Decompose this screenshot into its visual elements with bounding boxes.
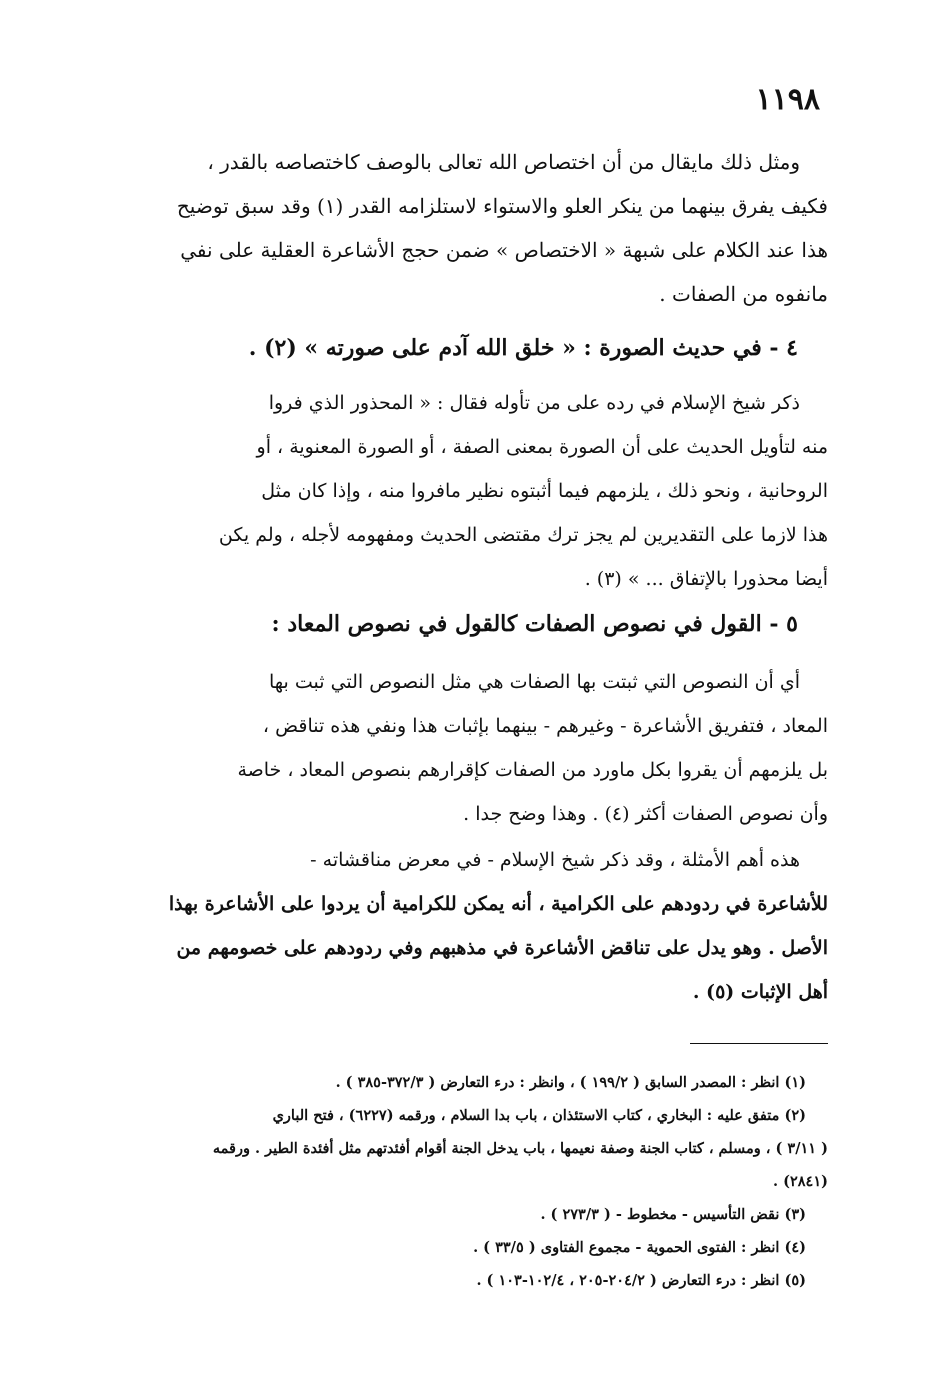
heading-5: ٥ - القول في نصوص الصفات كالقول في نصوص المعاد : (271, 611, 798, 637)
text-line: ومثل ذلك مايقال من أن اختصاص الله تعالى بالوصف كاختصاصه بالقدر ، (207, 150, 800, 174)
text-line: منه لتأويل الحديث على أن الصورة بمعنى الصفة ، أو الصورة المعنوية ، أو (256, 436, 828, 458)
footnote-4: (٤) انظر : الفتوى الحموية - مجموع الفتاوى ( ٣٣/٥ ) . (473, 1239, 806, 1256)
text-line: هذا عند الكلام على شبهة « الاختصاص » ضمن حجج الأشاعرة العقلية على نفي (180, 238, 828, 262)
paragraph-2 (128, 381, 828, 601)
text-line: بل يلزمهم أن يقروا بكل ماورد من الصفات كإقرارهم بنصوص المعاد ، خاصة (237, 759, 828, 781)
text-line: أي أن النصوص التي ثبتت بها الصفات هي مثل النصوص التي ثبت بها (268, 671, 800, 693)
text-line: فكيف يفرق بينهما من ينكر العلو والاستواء لاستلزامه القدر (١) وقد سبق توضيح (176, 194, 828, 218)
text-line: ذكر شيخ الإسلام في رده على من تأوله فقال : « المحذور الذي فروا (268, 392, 800, 414)
footnote-1: (١) انظر : المصدر السابق ( ١٩٩/٢ ) ، وانظر : درء التعارض ( ٣٧٢/٣-٣٨٥ ) . (335, 1074, 806, 1091)
text-line: هذا لازما على التقديرين لم يجز ترك مقتضى الحديث ومفهومه لأجله ، ولم يكن (218, 524, 828, 546)
footnotes (128, 1066, 828, 1297)
text-line: للأشاعرة في ردودهم على الكرامية ، أنه يمكن للكرامية أن يردوا على الأشاعرة بهذا (168, 893, 828, 915)
text-line: مانفوه من الصفات . (659, 282, 828, 306)
text-line: أيضا محذورا بالإتفاق ... » (٣) . (584, 568, 828, 590)
text-line: الأصل . وهو يدل على تناقض الأشاعرة في مذهبهم وفي ردودهم على خصومهم من (176, 937, 828, 959)
text-line: أهل الإثبات (٥) . (692, 981, 828, 1003)
paragraph-1 (128, 140, 828, 316)
paragraph-4 (128, 838, 828, 1014)
heading-4: ٤ - في حديث الصورة : « خلق الله آدم على صورته » (٢) . (248, 335, 798, 361)
page-number: ١١٩٨ (755, 82, 820, 117)
footnote-2-cont: ( ٣/١١ ) ، ومسلم ، كتاب الجنة وصفة نعيمها ، باب يدخل الجنة أقوام أفئدتهم مثل أفئدة الطير . ورقمه (212, 1140, 828, 1157)
footnote-2-cont: (٢٨٤١) . (773, 1173, 828, 1190)
text-line: وأن نصوص الصفات أكثر (٤) . وهذا وضح جدا . (463, 803, 828, 825)
footnote-3: (٣) نقض التأسيس - مخطوط - ( ٢٧٣/٣ ) . (540, 1206, 806, 1223)
footnote-2: (٢) متفق عليه : البخاري ، كتاب الاستئذان ، باب بدا السلام ، ورقمه (٦٢٢٧) ، فتح الباري (272, 1107, 806, 1124)
text-line: الروحانية ، ونحو ذلك ، يلزمهم فيما أثبتوه نظير مافروا منه ، وإذا كان مثل (261, 480, 828, 502)
paragraph-3 (128, 660, 828, 836)
text-line: المعاد ، فتفريق الأشاعرة - وغيرهم - بينهما بإثبات هذا ونفي هذه تناقض ، (262, 715, 828, 737)
footnote-separator (690, 1043, 828, 1044)
text-line: هذه أهم الأمثلة ، وقد ذكر شيخ الإسلام - في معرض مناقشاته - (310, 849, 800, 871)
footnote-5: (٥) انظر : درء التعارض ( ٢٠٤/٢-٢٠٥ ، ١٠٢/٤-١٠٣ ) . (476, 1272, 806, 1289)
